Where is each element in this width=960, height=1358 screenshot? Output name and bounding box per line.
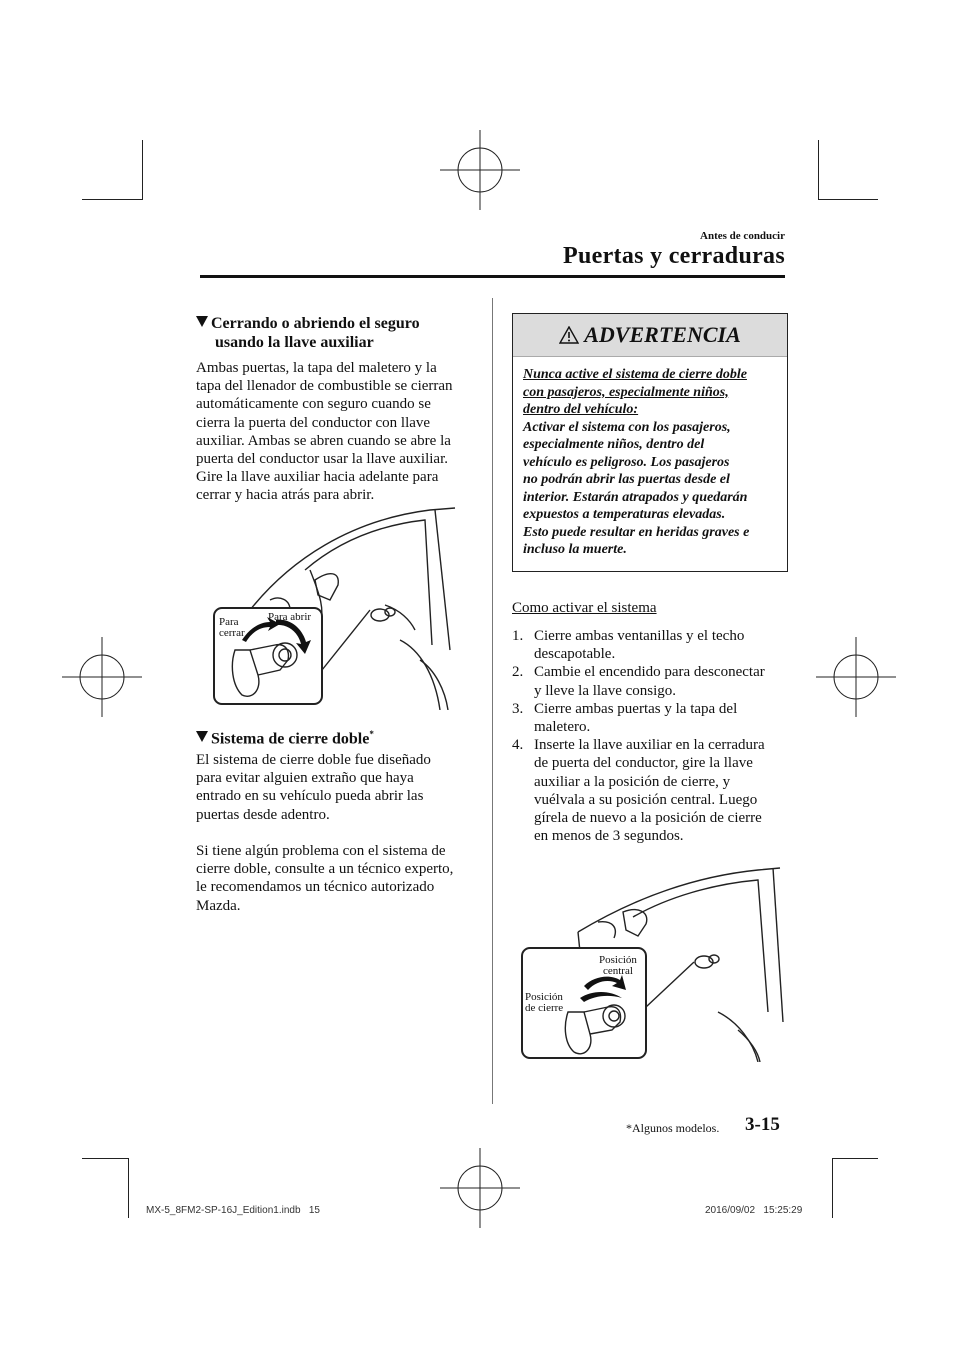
footnote: *Algunos modelos. <box>626 1121 720 1135</box>
imprint-file: MX-5_8FM2-SP-16J_Edition1.indb 15 <box>146 1205 320 1216</box>
activation-steps <box>512 627 787 845</box>
figure-double-lock-key-positions <box>518 862 786 1062</box>
section-heading-auxiliary-key: Cerrando o abriendo el seguro usando la llave auxiliar <box>196 314 486 352</box>
imprint-date: 2016/09/02 15:25:29 <box>705 1205 803 1216</box>
double-lock-paragraph-1: El sistema de cierre doble fue diseñado para evitar alguien extraño que haya entrado en su vehículo pueda abrir las puertas desde adentro. <box>196 752 431 823</box>
auxiliary-key-paragraph: Ambas puertas, la tapa del maletero y la tapa del llenador de combustible se cierran automáticamente con seguro cuando se cierra la puerta del conductor con llave auxiliar. Ambas se abren cuando se abre la puerta del conductor usar la llave auxiliar. Gire la llave auxiliar hacia adelante para cerrar y hacia atrás para abrir. <box>196 360 453 504</box>
warning-header <box>513 314 787 357</box>
registration-mark-left <box>62 637 142 717</box>
figure-label-open: Para abrir <box>268 611 312 623</box>
figure-label-center-position: Posición central <box>599 954 637 977</box>
warning-text: Nunca active el sistema de cierre doble con pasajeros, especialmente niños, dentro del vehículo: Activar el sistema con los pasajeros, especialmente niños, dentro del vehículo es peligroso. Los pasajeros no podrán abrir las puertas desde el interior. Estarán atrapados y quedarán expuestos a temperaturas elevadas. Esto puede resultar en heridas graves e incluso la muerte. <box>523 367 750 557</box>
registration-mark-top <box>440 130 520 210</box>
figure-label-lock-position: Posición de cierre <box>525 991 564 1014</box>
list-item: 4. Inserte la llave auxiliar en la cerradura de puerta del conductor, gire la llave auxiliar a la posición de cierre, y vuélvala a su posición central. Luego gírela de nuevo a la posición de cierre en menos de 3 segundos. <box>512 737 765 845</box>
list-item: 3. Cierre ambas puertas y la tapa del maletero. <box>512 700 738 736</box>
triangle-bullet-icon <box>196 731 208 742</box>
warning-triangle-icon <box>559 326 579 344</box>
double-lock-paragraph-2: Si tiene algún problema con el sistema de cierre doble, consulte a un técnico experto, le recomendamos un técnico autorizado Mazda. <box>196 843 454 914</box>
chapter-label: Antes de conducir <box>700 230 785 242</box>
activate-heading: Como activar el sistema <box>512 600 657 616</box>
list-item: 1. Cierre ambas ventanillas y el techo descapotable. <box>512 628 745 663</box>
triangle-bullet-icon <box>196 316 208 327</box>
warning-box <box>512 313 788 572</box>
list-item: 2. Cambie el encendido para desconectar y lleve la llave consigo. <box>512 664 765 699</box>
warning-title: ADVERTENCIA <box>584 322 741 347</box>
section-heading-double-lock: Sistema de cierre doble* <box>196 725 486 748</box>
figure-label-close: Para cerrar <box>219 616 245 639</box>
page-number: 3-15 <box>745 1114 780 1135</box>
column-divider <box>492 298 493 1104</box>
registration-mark-bottom <box>440 1148 520 1228</box>
page-title: Puertas y cerraduras <box>563 243 785 269</box>
header-rule <box>200 275 785 278</box>
registration-mark-right <box>816 637 896 717</box>
figure-door-lock-auxiliary-key <box>210 500 465 710</box>
